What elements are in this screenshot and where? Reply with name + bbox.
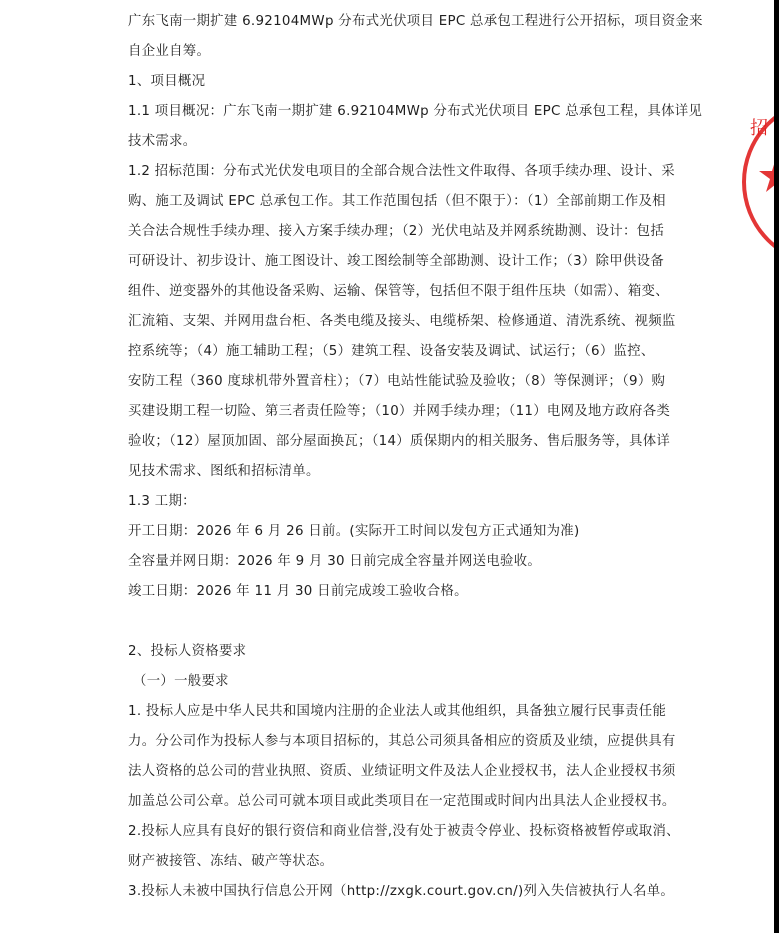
paragraph-line: 力。分公司作为投标人参与本项目招标的，其总公司须具备相应的资质及业绩，应提供具有 <box>128 734 676 749</box>
section-heading: 2、投标人资格要求 <box>128 644 247 659</box>
paragraph-line: 自企业自筹。 <box>128 44 211 59</box>
paragraph-line: 3.投标人未被中国执行信息公开网（http://zxgk.court.gov.cn/)列入失信被执行人名单。 <box>128 884 675 899</box>
paragraph-line: 验收；（12）屋顶加固、部分屋面换瓦；（14）质保期内的相关服务、售后服务等，具体详 <box>128 434 671 449</box>
paragraph-line: 竣工日期：2026 年 11 月 30 日前完成竣工验收合格。 <box>128 584 468 599</box>
paragraph-line: 可研设计、初步设计、施工图设计、竣工图绘制等全部勘测、设计工作；（3）除甲供设备 <box>128 254 665 269</box>
paragraph-line: 广东飞南一期扩建 6.92104MWp 分布式光伏项目 EPC 总承包工程进行公开招标，项目资金来 <box>128 14 703 29</box>
seal-text: 招 <box>750 118 768 139</box>
paragraph-line: 组件、逆变器外的其他设备采购、运输、保管等，包括但不限于组件压块（如需）、箱变、 <box>128 284 669 299</box>
paragraph-line: 1.1 项目概况：广东飞南一期扩建 6.92104MWp 分布式光伏项目 EPC 总承包工程，具体详见 <box>128 104 703 119</box>
paragraph-line: 见技术需求、图纸和招标清单。 <box>128 464 320 479</box>
paragraph-line: 汇流箱、支架、并网用盘台柜、各类电缆及接头、电缆桥架、检修通道、清洗系统、视频监 <box>128 314 676 329</box>
paragraph-line: 购、施工及调试 EPC 总承包工作。其工作范围包括（但不限于）：（1）全部前期工作及相 <box>128 194 666 209</box>
paragraph-line: 加盖总公司公章。总公司可就本项目或此类项目在一定范围或时间内出具法人企业授权书。 <box>128 794 676 809</box>
paragraph-line: 关合法合规性手续办理、接入方案手续办理；（2）光伏电站及并网系统勘测、设计：包括 <box>128 224 665 239</box>
paragraph-line: 财产被接管、冻结、破产等状态。 <box>128 854 334 869</box>
paragraph-line: 2.投标人应具有良好的银行资信和商业信誉,没有处于被责令停业、投标资格被暂停或取消、 <box>128 824 680 839</box>
subsection-heading: （一）一般要求 <box>133 674 229 689</box>
paragraph-line: 开工日期：2026 年 6 月 26 日前。(实际开工时间以发包方正式通知为准) <box>128 524 580 539</box>
paragraph-line: 1.2 招标范围：分布式光伏发电项目的全部合规合法性文件取得、各项手续办理、设计、采 <box>128 164 675 179</box>
page-edge-border <box>774 0 779 933</box>
paragraph-line: 安防工程（360 度球机带外置音柱）；（7）电站性能试验及验收；（8）等保测评；（9）购 <box>128 374 666 389</box>
paragraph-line: 全容量并网日期：2026 年 9 月 30 日前完成全容量并网送电验收。 <box>128 554 542 569</box>
company-seal-stamp <box>740 96 774 268</box>
paragraph-line: 买建设期工程一切险、第三者责任险等；（10）并网手续办理；（11）电网及地方政府各类 <box>128 404 671 419</box>
paragraph-line: 法人资格的总公司的营业执照、资质、业绩证明文件及法人企业授权书，法人企业授权书须 <box>128 764 676 779</box>
paragraph-line: 技术需求。 <box>128 134 197 149</box>
paragraph-line: 1. 投标人应是中华人民共和国境内注册的企业法人或其他组织，具备独立履行民事责任能 <box>128 704 667 719</box>
paragraph-line: 1.3 工期： <box>128 494 196 509</box>
paragraph-line: 控系统等；（4）施工辅助工程；（5）建筑工程、设备安装及调试、试运行；（6）监控、 <box>128 344 655 359</box>
section-heading: 1、项目概况 <box>128 74 206 89</box>
